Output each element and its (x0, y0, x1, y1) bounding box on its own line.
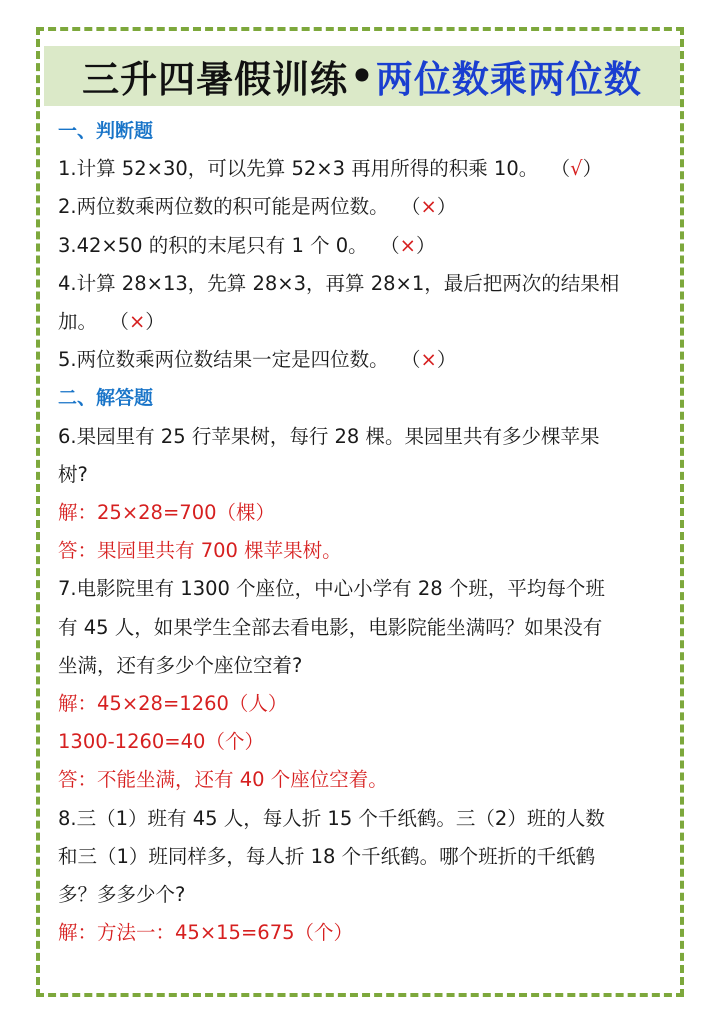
question-7-solution-step2: 1300-1260=40（个） (58, 730, 264, 754)
paren-open: （ (380, 233, 400, 257)
paren-open: （ (401, 195, 421, 219)
judge-item-text: 5.两位数乘两位数结果一定是四位数。 (58, 348, 389, 372)
question-6-answer: 答：果园里共有 700 棵苹果树。 (58, 539, 342, 563)
judge-item-3 (58, 227, 676, 265)
judge-item-text: 1.计算 52×30，可以先算 52×3 再用所得的积乘 10。 (58, 157, 539, 181)
worksheet-content (58, 112, 676, 952)
cross-mark: × (420, 348, 437, 372)
section-heading-judge: 一、判断题 (58, 120, 154, 142)
judge-item-1 (58, 150, 676, 188)
question-6-line: 6.果园里有 25 行苹果树，每行 28 棵。果园里共有多少棵苹果 (58, 424, 600, 448)
question-7-solution-step1: 解：45×28=1260（人） (58, 692, 288, 716)
page-title (44, 46, 680, 106)
cross-mark: × (399, 233, 416, 257)
paren-open: （ (401, 348, 421, 372)
judge-item-text: 2.两位数乘两位数的积可能是两位数。 (58, 195, 389, 219)
judge-item-text: 3.42×50 的积的末尾只有 1 个 0。 (58, 233, 368, 257)
judge-item-text: 加。 (58, 310, 98, 334)
question-7-answer: 答：不能坐满，还有 40 个座位空着。 (58, 768, 388, 792)
judge-item-4-continued (58, 303, 676, 341)
paren-close: ） (436, 195, 457, 219)
question-7-line: 坐满，还有多少个座位空着? (58, 653, 303, 677)
question-8-line: 8.三（1）班有 45 人，每人折 15 个千纸鹤。三（2）班的人数 (58, 806, 605, 830)
paren-close: ） (145, 310, 165, 334)
question-8-solution: 解：方法一：45×15=675（个） (58, 921, 354, 945)
question-7-line: 有 45 人，如果学生全部去看电影，电影院能坐满吗？如果没有 (58, 615, 603, 639)
title-topic: 两位数乘两位数 (375, 58, 642, 101)
paren-open: （ (550, 157, 571, 181)
section-heading-solve: 二、解答题 (58, 387, 154, 410)
check-mark: √ (570, 157, 583, 181)
judge-item-4 (58, 265, 676, 303)
cross-mark: × (128, 310, 146, 334)
question-6-solution: 解：25×28=700（棵） (58, 501, 276, 525)
question-8-line: 和三（1）班同样多，每人折 18 个千纸鹤。哪个班折的千纸鹤 (58, 844, 596, 868)
paren-close: ） (415, 233, 436, 257)
judge-item-5 (58, 341, 676, 379)
cross-mark: × (420, 195, 437, 219)
paren-close: ） (436, 348, 457, 372)
paren-open: （ (109, 310, 129, 334)
question-6-line: 树? (58, 462, 88, 486)
question-7-line: 7.电影院里有 1300 个座位，中心小学有 28 个班，平均每个班 (58, 577, 605, 601)
question-8-line: 多？多多少个? (58, 883, 186, 907)
title-separator-dot: • (350, 54, 374, 98)
judge-item-2 (58, 188, 676, 226)
judge-item-text: 4.计算 28×13，先算 28×3，再算 28×1，最后把两次的结果相 (58, 271, 620, 295)
paren-close: ） (582, 157, 603, 181)
title-main: 三升四暑假训练 (82, 58, 349, 101)
